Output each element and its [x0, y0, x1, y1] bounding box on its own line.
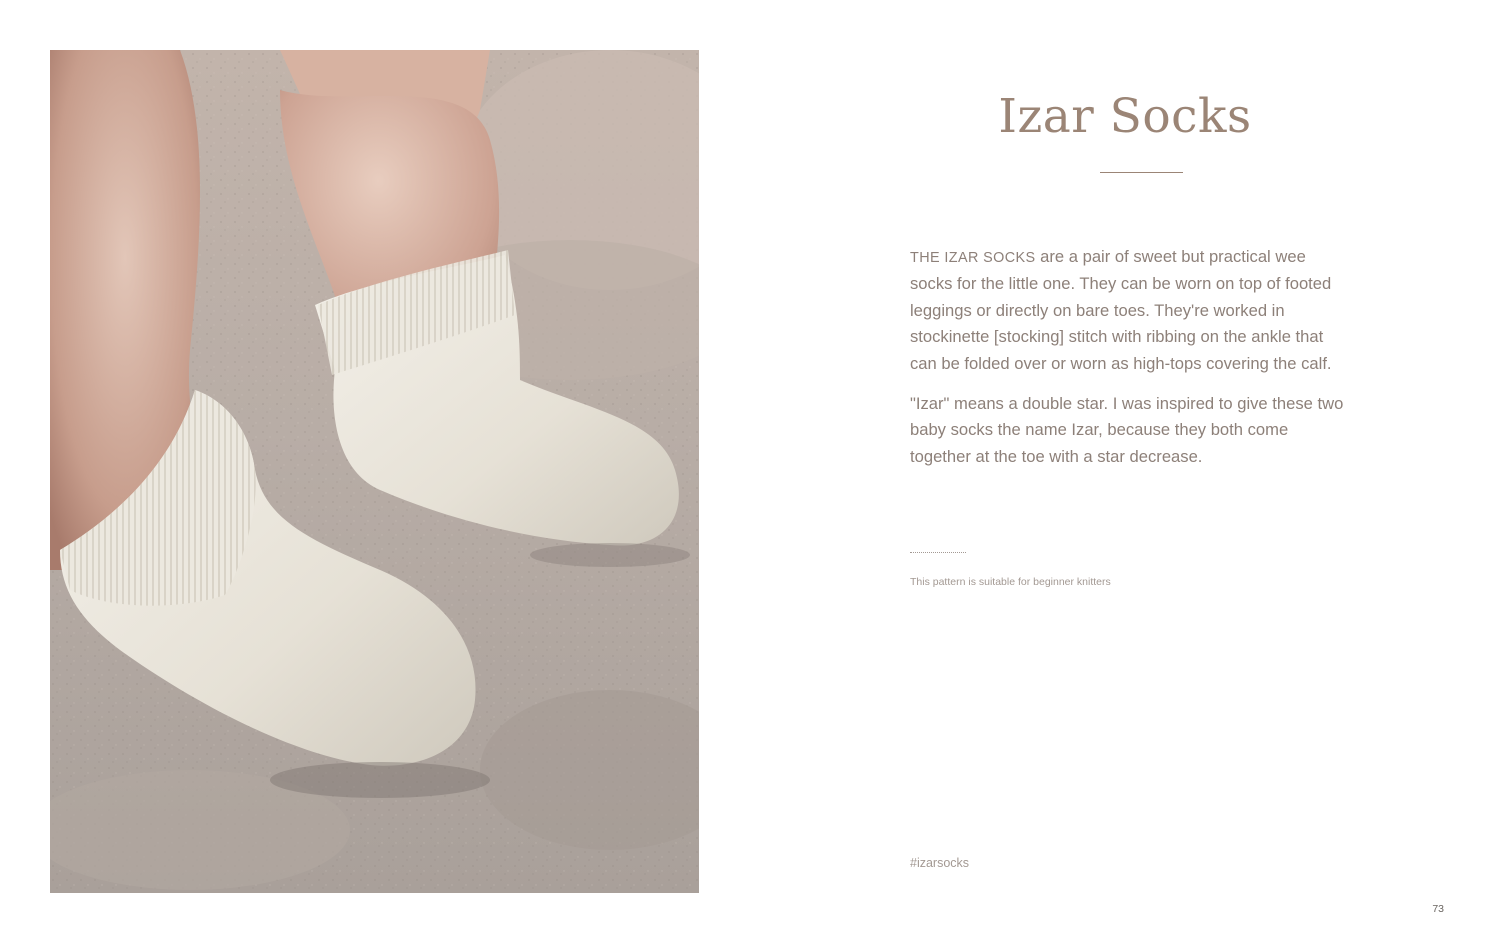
dotted-divider: [910, 552, 966, 553]
hashtag: #izarsocks: [910, 856, 970, 870]
name-meaning-paragraph: "Izar" means a double star. I was inspired to give these two baby socks the name Izar, because they both come together at the toe with a star decrease.: [910, 394, 1344, 466]
page-number: 73: [1432, 903, 1444, 915]
socks-photo: [50, 50, 699, 893]
page-title: Izar Socks: [998, 89, 1252, 144]
intro-text: are a pair of sweet but practical wee socks for the little one. They can be worn on top of footed leggings or directly on bare toes. They're worked in stockinette [stocking] stitch with ribbing on the ankle that can be folded over or worn as high-tops covering the calf.: [910, 247, 1332, 373]
skill-level-note: This pattern is suitable for beginner knitters: [910, 576, 1111, 588]
intro-paragraph: [910, 244, 1350, 377]
intro-lead-in: THE IZAR SOCKS: [910, 250, 1036, 266]
socks-photo-illustration: [50, 50, 699, 893]
description: [910, 244, 1350, 484]
title-divider: [1100, 172, 1183, 173]
